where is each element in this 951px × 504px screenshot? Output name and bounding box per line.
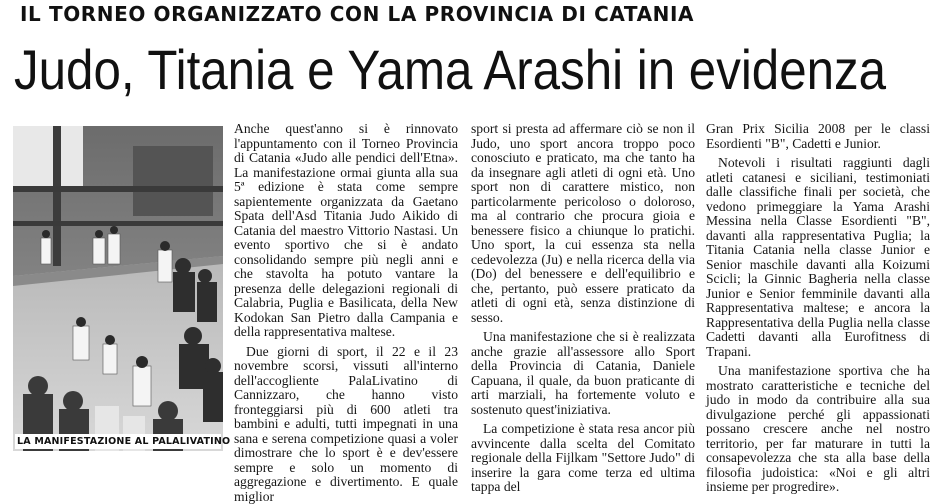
- paragraph: sport si presta ad affermare ciò se non il Judo, uno sport ancora troppo poco conosciuto e praticato, ma che tanto ha da insegnare agli atleti di ogni età. Uno sport non di carattere mistico, non particolarmente pericoloso o doloroso, ma al contrario che procura gioia e benessere fisico a chiunque lo pratichi. Uno sport, la cui essenza sta nella cedevolezza (Ju) e nella ricerca della via (Do) del benessere e dell'equilibrio e che, pertanto, può essere praticato da atleti di ogni età, senza distinzione di sesso.: [471, 122, 695, 325]
- article-column-3: [706, 122, 930, 460]
- paragraph: Due giorni di sport, il 22 e il 23 novembre scorsi, vissuti all'interno dell'accogliente PalaLivatino di Cannizzaro, che hanno visto fronteggiarsi più di 600 atleti tra bambini e adulti, tutti impegnati in una sana e serena competizione quasi a voler dimostrare che lo sport è e dev'essere sempre e solo un momento di aggregazione e divertimento. E quale miglior: [234, 345, 458, 504]
- kicker: IL TORNEO ORGANIZZATO CON LA PROVINCIA DI CATANIA: [20, 2, 694, 26]
- photo-caption: LA MANIFESTAZIONE AL PALALIVATINO: [15, 434, 221, 449]
- paragraph: Una manifestazione che si è realizzata anche grazie all'assessore allo Sport della Provincia di Catania, Daniele Capuana, il quale, da buon praticante di arti marziali, ha fortemente voluto e sostenuto quest'iniziativa.: [471, 330, 695, 417]
- paragraph: La competizione è stata resa ancor più avvincente dalla scelta del Comitato regionale della Fijlkam "Settore Judo" di inserire la gara come terza ed ultima tappa del: [471, 422, 695, 495]
- article-column-1: [234, 122, 458, 460]
- event-photo: [13, 126, 223, 451]
- article-column-2: [471, 122, 695, 460]
- paragraph: Notevoli i risultati raggiunti dagli atleti catanesi e siciliani, testimoniati dalle classifiche finali per società, che vedono primeggiare la Yama Arashi Messina nella Classe Esordienti "B", davanti alla rappresentativa Puglia; la Titania Catania nella classe Junior e Senior maschile davanti alla Koizumi Scicli; la Ginnic Bagheria nella classe Junior e Senior femminile davanti alla Rappresentativa maltese; e ancora la Rappresentativa della Puglia nella classe Cadetti davanti alla Eurofitness di Trapani.: [706, 156, 930, 359]
- paragraph: Anche quest'anno si è rinnovato l'appuntamento con il Torneo Provincia di Catania «Judo alle pendici dell'Etna». La manifestazione ormai giunta alla sua 5ª edizione è stata come sempre sapientemente organizzata da Gaetano Spata dell'Asd Titania Judo Aikido di Catania del maestro Vittorio Nastasi. Un evento sportivo che si è andato consolidando sempre più negli anni e che stavolta ha potuto vantare la presenza delle delegazioni regionali di Calabria, Puglia e Basilicata, della New Kodokan San Pietro dalla Campania e della rappresentativa maltese.: [234, 122, 458, 340]
- photo-illustration: [13, 126, 223, 451]
- headline: Judo, Titania e Yama Arashi in evidenza: [14, 34, 886, 106]
- paragraph: Una manifestazione sportiva che ha mostrato caratteristiche e tecniche del judo in modo da contribuire alla sua divulgazione perché gli appassionati possano crescere anche nel nostro territorio, per far maturare in tutti la consapevolezza che sta alla base della filosofia judoistica: «Noi e gli altri insieme per progredire».: [706, 364, 930, 495]
- paragraph: Gran Prix Sicilia 2008 per le classi Esordienti "B", Cadetti e Junior.: [706, 122, 930, 151]
